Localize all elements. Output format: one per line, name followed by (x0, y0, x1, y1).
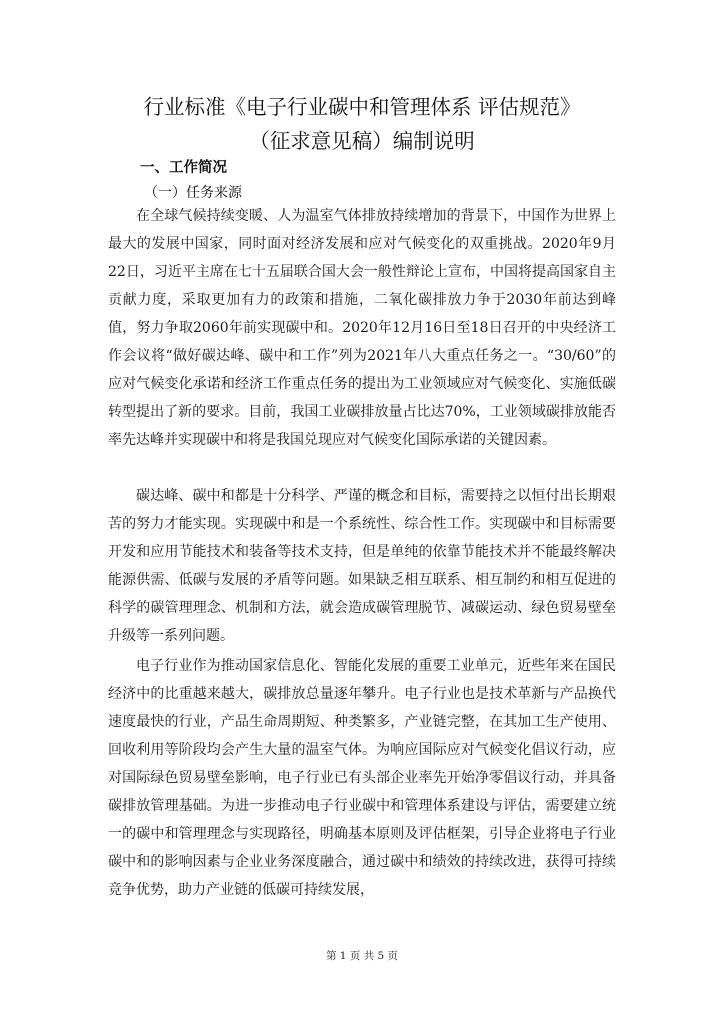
section-heading: 一、工作简况 (140, 160, 227, 176)
document-title-line-2: （征求意见稿）编制说明 (249, 129, 475, 153)
page-number-footer: 第 1 页 共 5 页 (325, 950, 399, 962)
paragraph-3: 电子行业作为推动国家信息化、智能化发展的重要工业单元，近些年来在国民经济中的比重越来越大，碳排放总量逐年攀升。电子行业也是技术革新与产品换代速度最快的行业，产品生命周期短、种类繁多，产业链完整，在其加工生产使用、回收利用等阶段均会产生大量的温室气体。为响应国际应对气候变化倡议行动，应对国际绿色贸易壁垒影响，电子行业已有头部企业率先开始净零倡议行动，并具备碳排放管理基础。为进一步推动电子行业碳中和管理体系建设与评估，需要建立统一的碳中和管理理念与实现路径，明确基本原则及评估框架，引导企业将电子行业碳中和的影响因素与企业业务深度融合，通过碳中和绩效的持续改进，获得可持续竞争优势，助力产业链的低碳可持续发展， (108, 658, 616, 898)
document-title-line-1: 行业标准《电子行业碳中和管理体系 评估规范》 (143, 95, 581, 119)
subsection-heading: （一）任务来源 (144, 185, 242, 201)
paragraph-2: 碳达峰、碳中和都是十分科学、严谨的概念和目标，需要持之以恒付出长期艰苦的努力才能实现。实现碳中和是一个系统性、综合性工作。实现碳中和目标需要开发和应用节能技术和装备等技术支持，但是单纯的依靠节能技术并不能最终解决能源供需、低碳与发展的矛盾等问题。如果缺乏相互联系、相互制约和相互促进的科学的碳管理理念、机制和方法，就会造成碳管理脱节、减碳运动、绿色贸易壁垒升级等一系列问题。 (108, 488, 616, 644)
paragraph-1: 在全球气候持续变暖、人为温室气体排放持续增加的背景下，中国作为世界上最大的发展中国家，同时面对经济发展和应对气候变化的双重挑战。2020年9月22日，习近平主席在七十五届联合国大会一般性辩论上宣布，中国将提高国家自主贡献力度，采取更加有力的政策和措施，二氧化碳排放力争于2030年前达到峰值，努力争取2060年前实现碳中和。2020年12月16日至18日召开的中央经济工作会议将“做好碳达峰、碳中和工作”列为2021年八大重点任务之一。“30/60”的应对气候变化承诺和经济工作重点任务的提出为工业领域应对气候变化、实施低碳转型提出了新的要求。目前，我国工业碳排放量占比达70%，工业领域碳排放能否率先达峰并实现碳中和将是我国兑现应对气候变化国际承诺的关键因素。 (108, 208, 616, 448)
